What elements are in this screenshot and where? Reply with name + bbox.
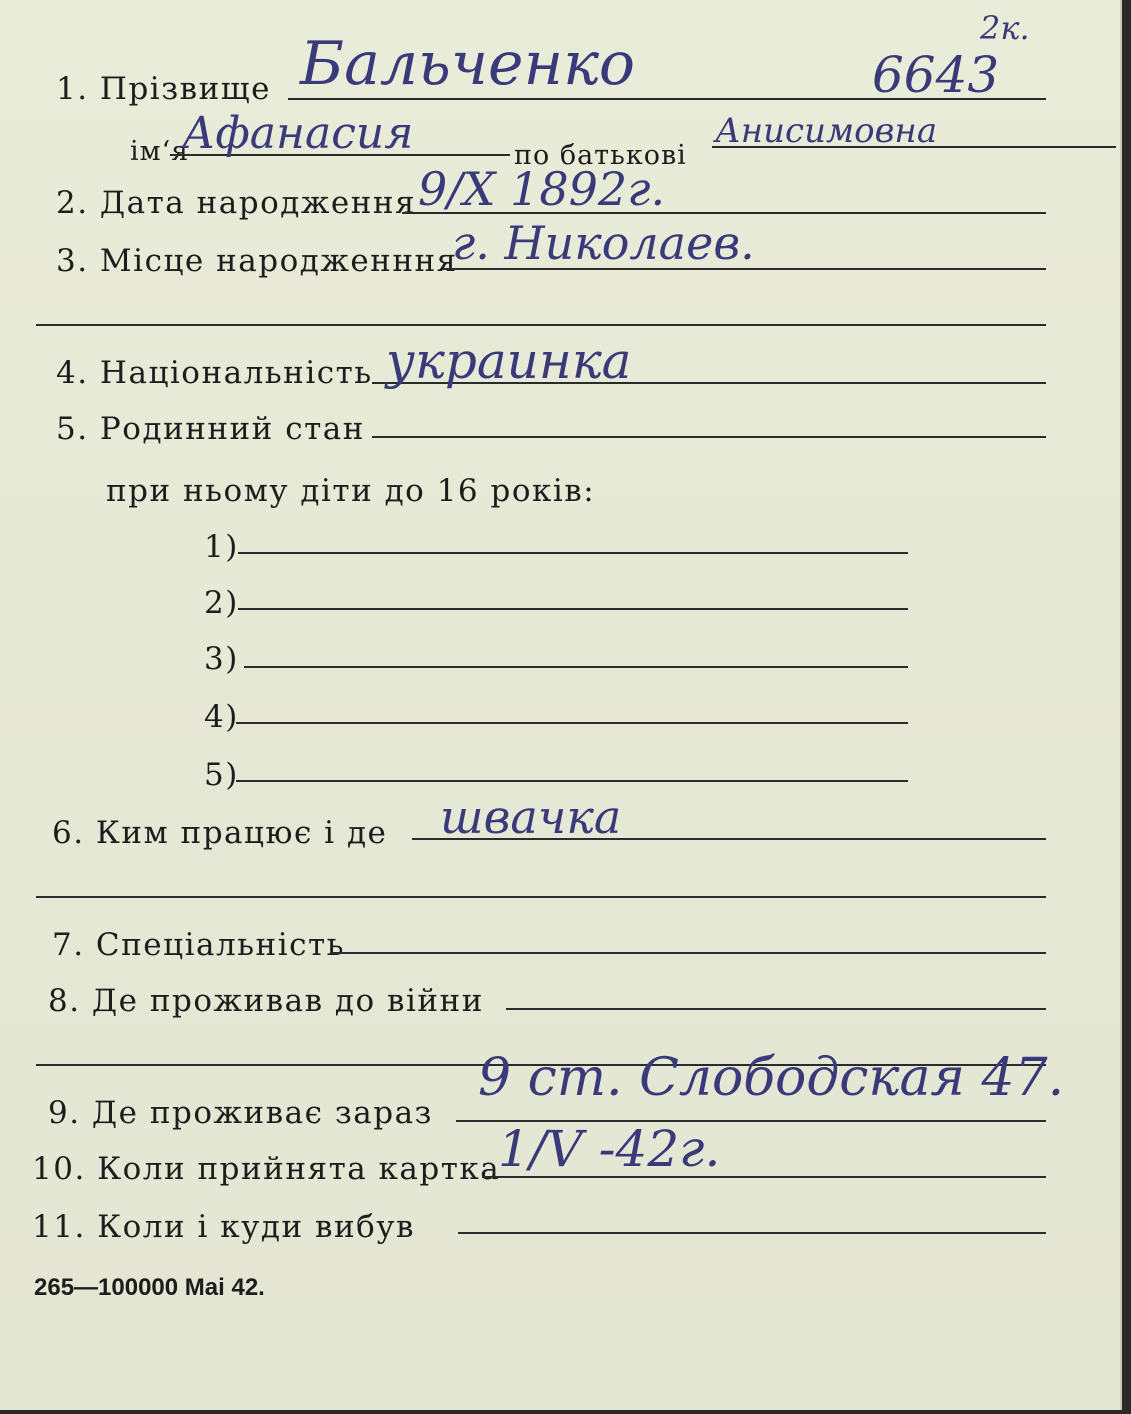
birth-place-line-2 (36, 324, 1046, 326)
child-3-line (244, 666, 908, 668)
birth-date-label: 2. Дата народження (56, 185, 417, 221)
child-5-label: 5) (204, 757, 239, 793)
patronymic-label: по батькові (514, 140, 687, 171)
birth-date-value: 9/X 1892г. (418, 162, 666, 216)
child-2-line (238, 608, 908, 610)
prewar-residence-label: 8. Де проживав до війни (48, 983, 484, 1019)
birth-place-label: 3. Місце народженння (56, 243, 458, 279)
child-4-label: 4) (204, 699, 239, 735)
patronymic-value: Анисимовна (715, 111, 938, 151)
speciality-label: 7. Спеціальність (52, 927, 346, 963)
name-label: ім‘я (130, 136, 190, 167)
departure-label: 11. Коли і куди вибув (32, 1209, 415, 1245)
departure-line (458, 1232, 1046, 1234)
surname-label: 1. Прізвище (56, 71, 271, 107)
birth-place-value: г. Николаев. (452, 216, 755, 270)
child-1-line (238, 552, 908, 554)
child-1-label: 1) (204, 529, 239, 565)
card-accepted-value: 1/V -42г. (498, 1120, 721, 1178)
current-residence-label: 9. Де проживає зараз (48, 1095, 433, 1131)
child-5-line (236, 780, 908, 782)
child-4-line (236, 722, 908, 724)
name-value: Афанасия (182, 108, 414, 159)
nationality-value: украинка (386, 332, 632, 390)
card-number-note: 2к. (980, 9, 1030, 47)
nationality-label: 4. Національність (56, 355, 373, 391)
card-accepted-label: 10. Коли прийнята картка (32, 1151, 501, 1187)
card-number: 6643 (872, 46, 1000, 104)
child-2-label: 2) (204, 585, 239, 621)
children-label: при ньому діти до 16 років: (106, 473, 596, 509)
surname-value: Бальченко (300, 29, 636, 99)
speciality-line (330, 952, 1046, 954)
current-residence-value: 9 ст. Слободская 47. (478, 1048, 1065, 1108)
occupation-value: швачка (440, 790, 622, 844)
print-code: 265—100000 Mai 42. (34, 1274, 265, 1301)
child-3-label: 3) (204, 641, 239, 677)
marital-status-label: 5. Родинний стан (56, 411, 365, 447)
prewar-residence-line (506, 1008, 1046, 1010)
occupation-line-2 (36, 896, 1046, 898)
occupation-label: 6. Ким працює і де (52, 815, 388, 851)
marital-status-line (372, 436, 1046, 438)
